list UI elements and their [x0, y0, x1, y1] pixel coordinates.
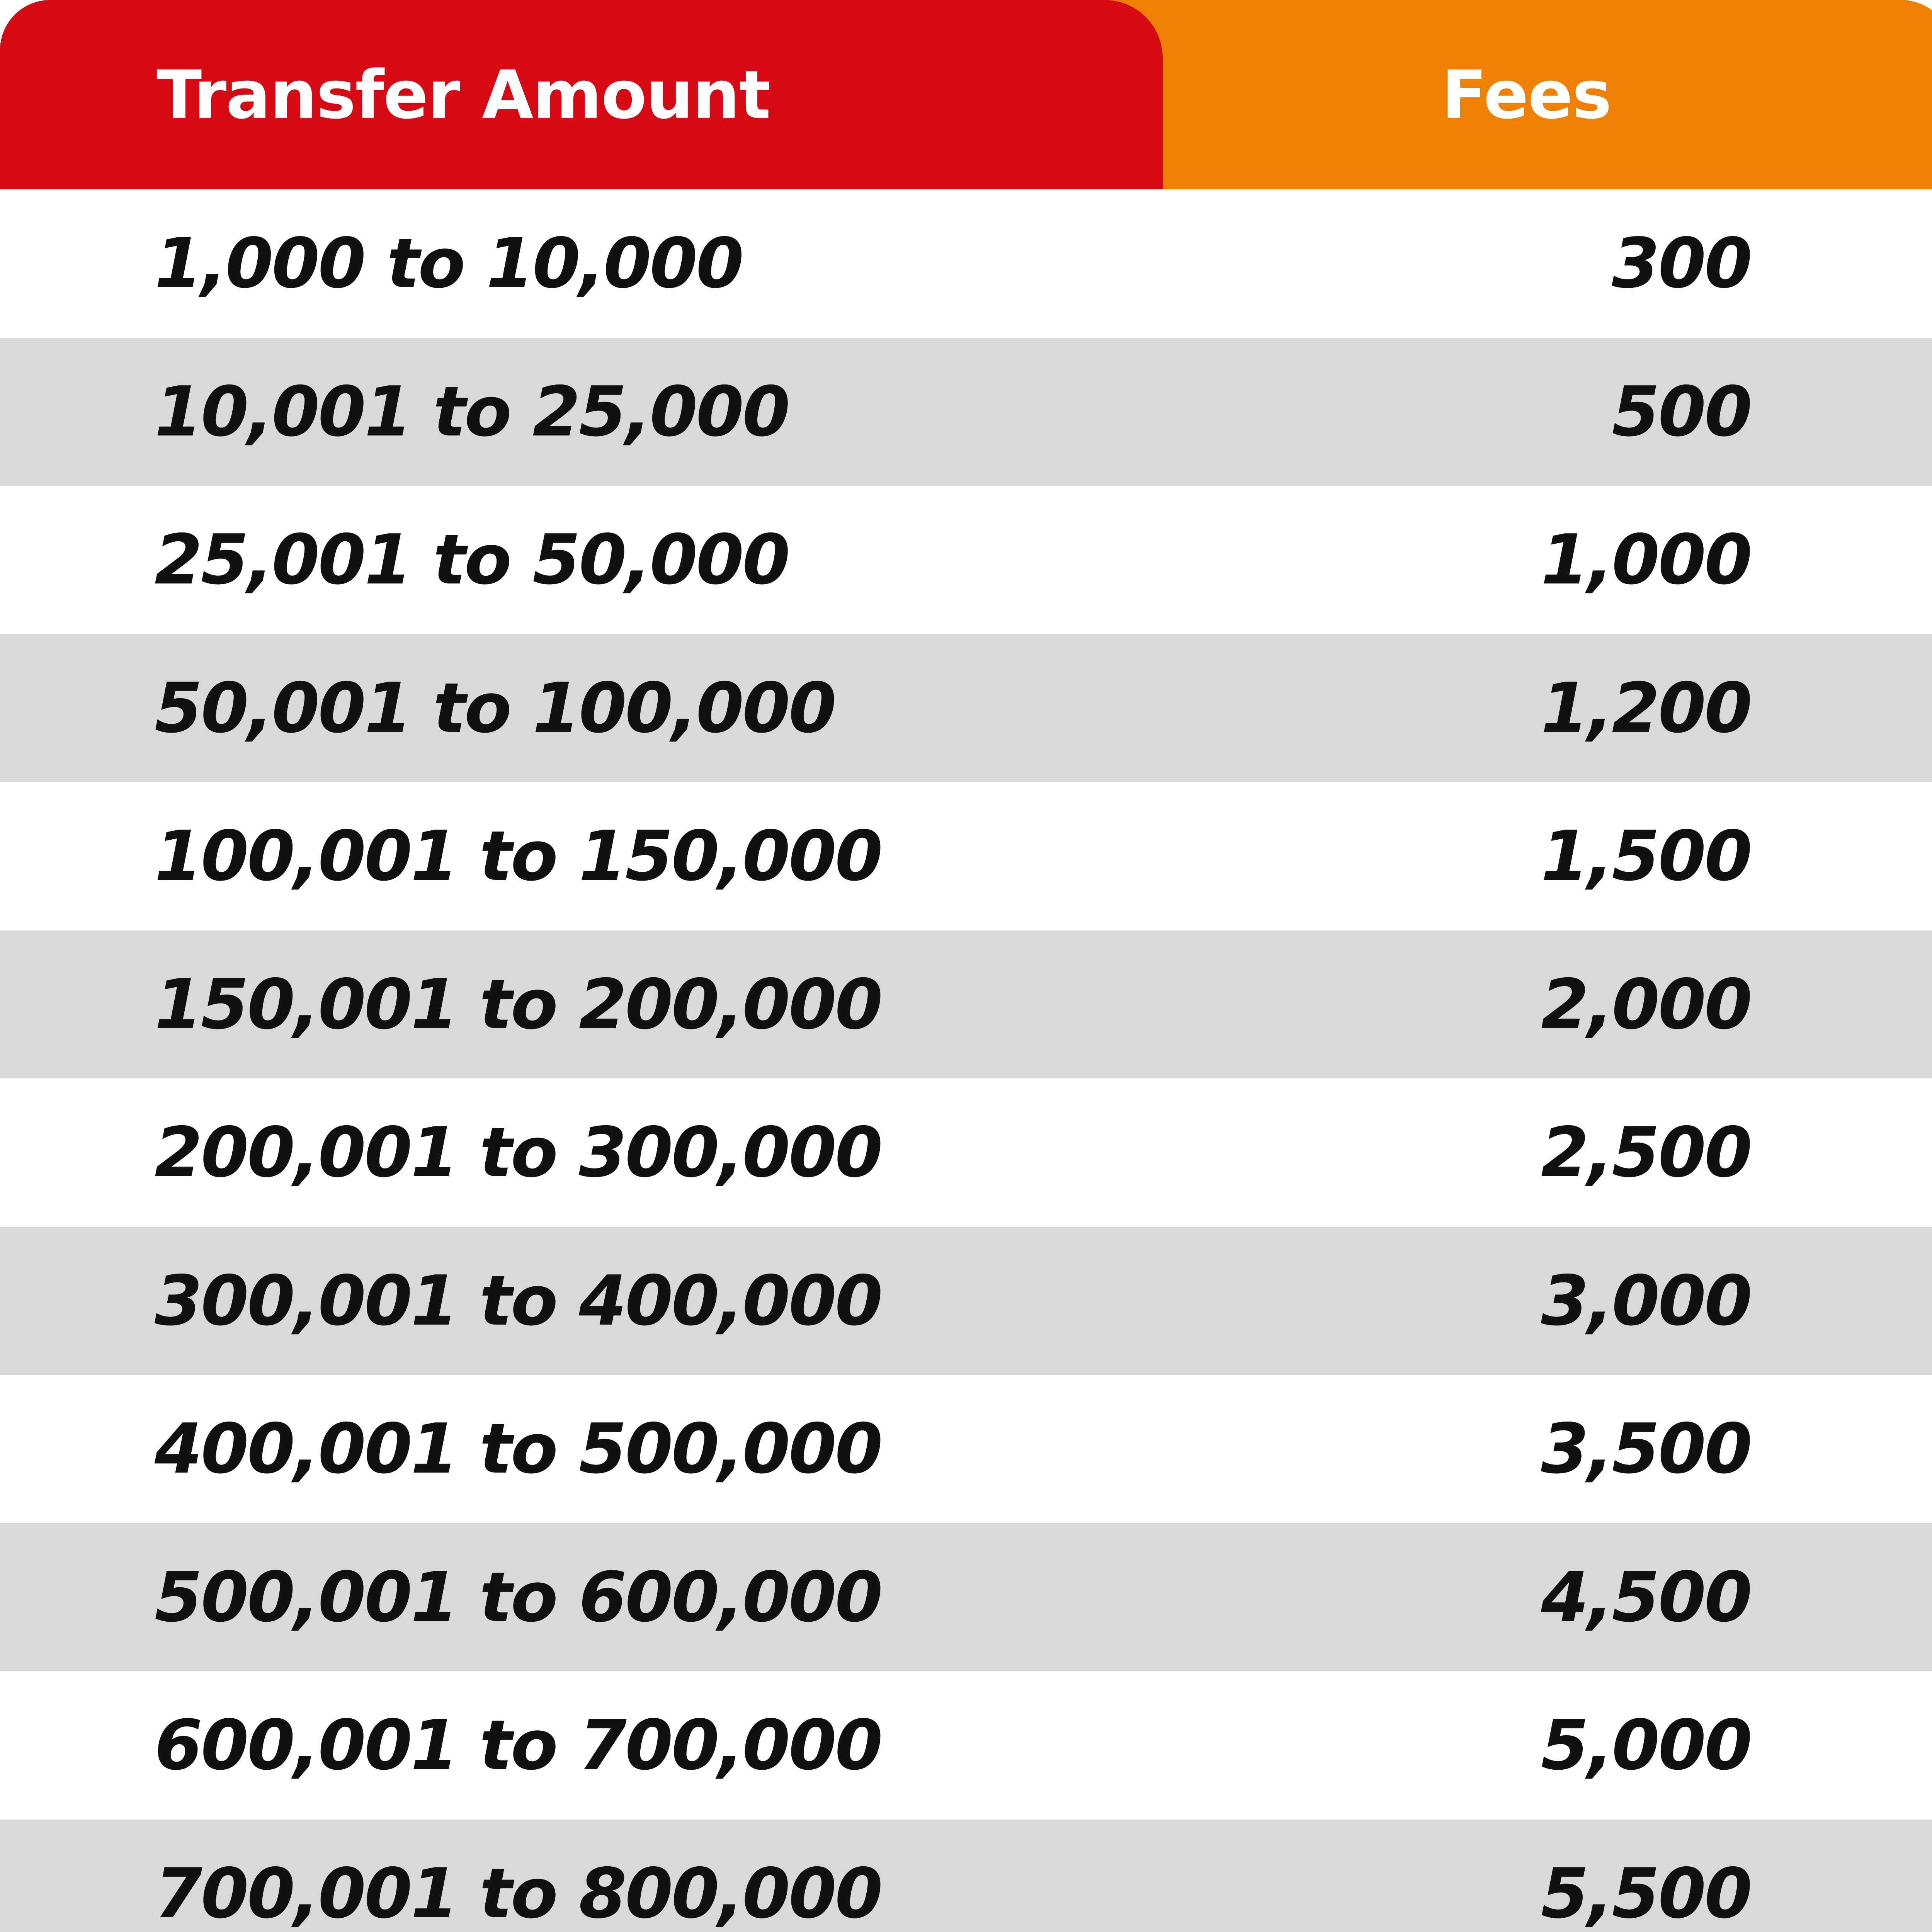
table-row [0, 1227, 1932, 1375]
table-header [0, 0, 1932, 189]
fees-header: Fees [1105, 0, 1932, 189]
transfer-amount-cell: 400,001 to 500,000 [155, 1409, 881, 1489]
fee-cell: 2,000 [1541, 964, 1751, 1044]
transfer-amount-cell: 1,000 to 10,000 [155, 223, 743, 304]
table-row [0, 189, 1932, 338]
table-row [0, 634, 1932, 782]
transfer-amount-cell: 25,001 to 50,000 [155, 520, 789, 600]
transfer-amount-cell: 10,001 to 25,000 [155, 371, 789, 452]
fee-cell: 500 [1612, 371, 1751, 452]
table-row [0, 338, 1932, 486]
table-row [0, 1820, 1932, 1932]
fee-cell: 3,000 [1541, 1260, 1751, 1341]
fee-cell: 300 [1612, 223, 1751, 304]
transfer-amount-cell: 150,001 to 200,000 [155, 964, 881, 1044]
transfer-amount-cell: 700,001 to 800,000 [155, 1853, 881, 1932]
table-row [0, 1671, 1932, 1820]
fee-cell: 2,500 [1541, 1112, 1751, 1193]
table-row [0, 930, 1932, 1079]
fee-cell: 5,500 [1541, 1853, 1751, 1932]
table-row [0, 1375, 1932, 1523]
fee-cell: 1,000 [1541, 520, 1751, 600]
table-row [0, 1078, 1932, 1227]
transfer-amount-cell: 100,001 to 150,000 [155, 816, 881, 896]
fee-cell: 4,500 [1541, 1557, 1751, 1637]
fee-cell: 5,000 [1541, 1705, 1751, 1786]
table-row [0, 486, 1932, 634]
transfer-amount-header: Transfer Amount [0, 0, 1163, 189]
transfer-amount-cell: 300,001 to 400,000 [155, 1260, 881, 1341]
fee-cell: 1,200 [1541, 668, 1751, 748]
transfer-amount-cell: 500,001 to 600,000 [155, 1557, 881, 1637]
table-body [0, 189, 1932, 1932]
fee-cell: 3,500 [1541, 1409, 1751, 1489]
transfer-amount-cell: 50,001 to 100,000 [155, 668, 835, 748]
table-row [0, 1523, 1932, 1672]
table-row [0, 782, 1932, 930]
transfer-amount-cell: 600,001 to 700,000 [155, 1705, 881, 1786]
fee-cell: 1,500 [1541, 816, 1751, 896]
transfer-amount-cell: 200,001 to 300,000 [155, 1112, 881, 1193]
